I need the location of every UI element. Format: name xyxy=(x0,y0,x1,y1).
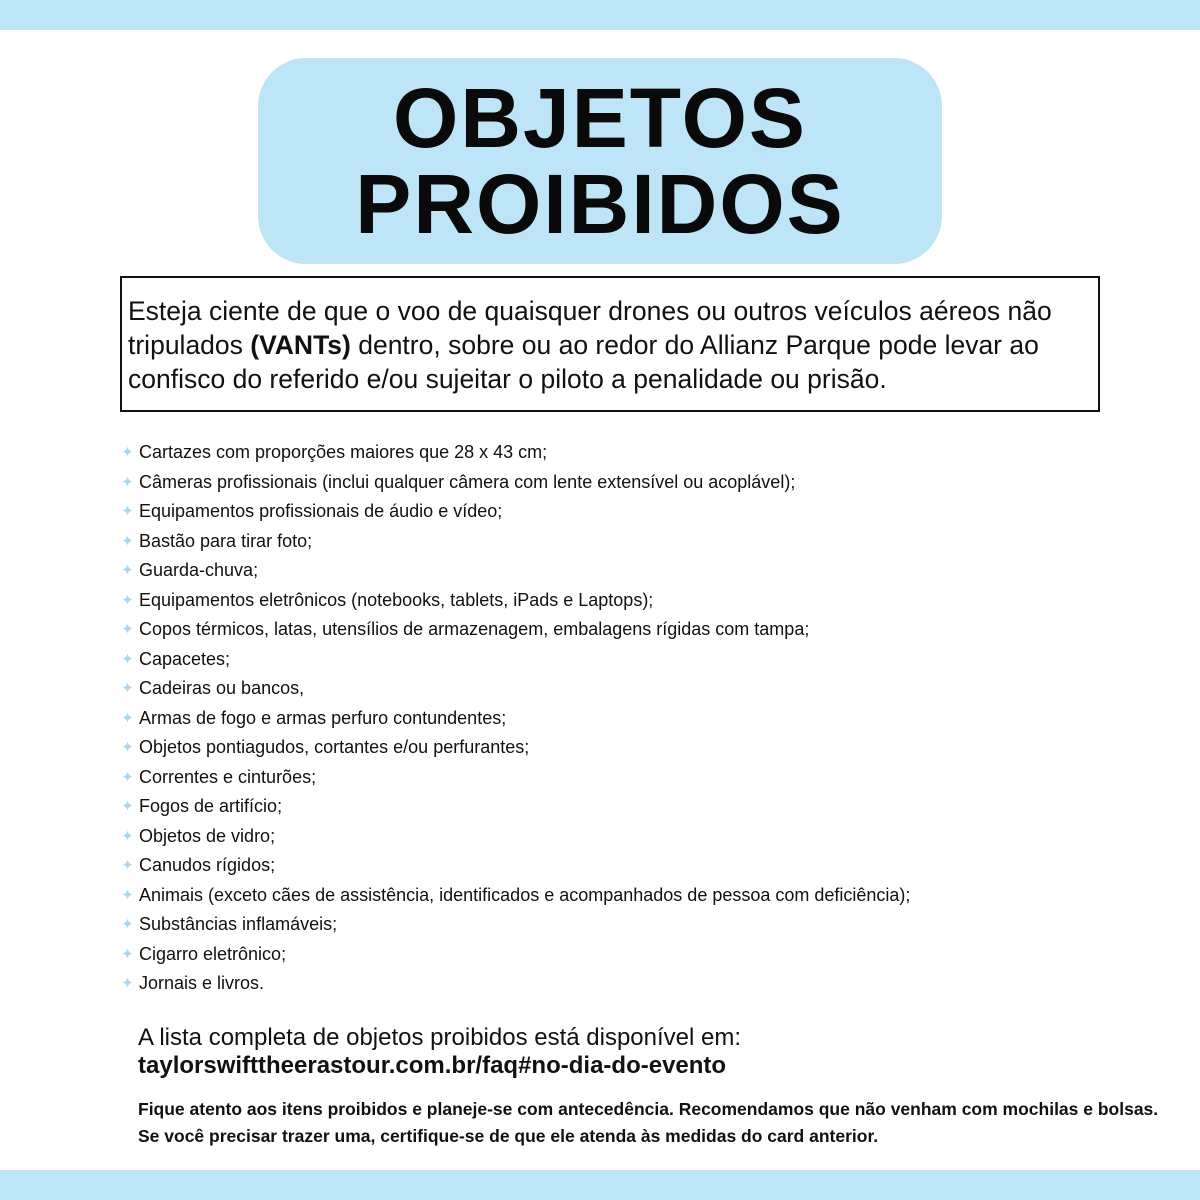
list-item-text: Equipamentos eletrônicos (notebooks, tablets, iPads e Laptops); xyxy=(139,589,654,610)
bottom-band xyxy=(0,1170,1200,1200)
sparkle-icon: ✦ xyxy=(121,827,134,845)
sparkle-icon: ✦ xyxy=(121,945,134,963)
list-item-text: Cigarro eletrônico; xyxy=(139,943,287,964)
notice-text-end: dentro, sobre ou ao redor do Allianz Parque pode levar ao confisco do referido e/ou sujeitar o piloto a penalidade ou prisão. xyxy=(128,330,1039,394)
sparkle-icon: ✦ xyxy=(121,650,134,668)
footer-info xyxy=(138,1024,1138,1080)
list-item xyxy=(120,763,1120,793)
sparkle-icon: ✦ xyxy=(121,857,134,874)
list-item xyxy=(120,910,1120,940)
list-item xyxy=(120,497,1120,527)
list-item-text: Canudos rígidos; xyxy=(139,855,276,875)
sparkle-icon: ✦ xyxy=(121,532,134,550)
list-item-text: Fogos de artifício; xyxy=(139,796,283,816)
list-item xyxy=(120,615,1120,645)
list-item-text: Bastão para tirar foto; xyxy=(139,530,313,551)
list-item xyxy=(120,822,1120,852)
list-item xyxy=(120,969,1120,999)
closing-note: Fique atento aos itens proibidos e planeje-se com antecedência. Recomendamos que não venham com mochilas e bolsas. Se você precisar trazer uma, certifique-se de que ele atenda às medidas do card anterior. xyxy=(138,1099,1159,1146)
list-item-text: Animais (exceto cães de assistência, identificados e acompanhados de pessoa com deficiência); xyxy=(139,884,911,905)
sparkle-icon: ✦ xyxy=(121,916,134,933)
list-item xyxy=(120,940,1120,970)
list-item xyxy=(120,645,1120,675)
list-item-text: Objetos pontiagudos, cortantes e/ou perfurantes; xyxy=(139,737,530,757)
top-band xyxy=(0,0,1200,30)
list-item-text: Cartazes com proporções maiores que 28 x 43 cm; xyxy=(139,442,548,462)
faq-link[interactable]: taylorswifttheerastour.com.br/faq#no-dia-do-evento xyxy=(138,1052,727,1079)
list-item-text: Cadeiras ou bancos, xyxy=(139,678,305,698)
list-item-text: Objetos de vidro; xyxy=(139,825,276,846)
list-item-text: Correntes e cinturões; xyxy=(139,766,317,787)
sparkle-icon: ✦ xyxy=(121,444,134,461)
list-item xyxy=(120,851,1120,881)
list-item xyxy=(120,438,1120,468)
list-item-text: Armas de fogo e armas perfuro contundentes; xyxy=(139,707,507,728)
sparkle-icon: ✦ xyxy=(121,503,134,520)
notice-text-start: Esteja ciente de que o voo de quaisquer drones ou outros veículos aéreos não tripulados xyxy=(128,296,1052,360)
list-item xyxy=(120,733,1120,763)
sparkle-icon: ✦ xyxy=(121,621,134,638)
sparkle-icon: ✦ xyxy=(121,591,134,609)
sparkle-icon: ✦ xyxy=(121,562,134,579)
drone-notice-box xyxy=(120,276,1100,412)
list-item xyxy=(120,527,1120,557)
list-item-text: Guarda-chuva; xyxy=(139,560,259,580)
list-item xyxy=(120,881,1120,911)
sparkle-icon: ✦ xyxy=(121,680,134,697)
sparkle-icon: ✦ xyxy=(121,768,134,786)
footer-lead-text: A lista completa de objetos proibidos está disponível em: xyxy=(138,1024,742,1051)
list-item xyxy=(120,468,1120,498)
list-item xyxy=(120,704,1120,734)
sparkle-icon: ✦ xyxy=(121,798,134,815)
list-item xyxy=(120,792,1120,822)
list-item-text: Copos térmicos, latas, utensílios de armazenagem, embalagens rígidas com tampa; xyxy=(139,619,810,639)
list-item-text: Câmeras profissionais (inclui qualquer câmera com lente extensível ou acoplável); xyxy=(139,471,796,492)
list-item xyxy=(120,586,1120,616)
sparkle-icon: ✦ xyxy=(121,739,134,756)
list-item-text: Jornais e livros. xyxy=(139,973,265,993)
prohibited-items-list xyxy=(120,438,1120,999)
title-line-1: OBJETOS xyxy=(393,71,807,165)
title-banner xyxy=(258,58,942,264)
sparkle-icon: ✦ xyxy=(121,975,134,992)
list-item-text: Capacetes; xyxy=(139,648,231,669)
title-line-2: PROIBIDOS xyxy=(355,157,845,251)
notice-bold-term: (VANTs) xyxy=(250,330,351,360)
sparkle-icon: ✦ xyxy=(121,473,134,491)
list-item-text: Substâncias inflamáveis; xyxy=(139,914,338,934)
list-item-text: Equipamentos profissionais de áudio e vídeo; xyxy=(139,501,503,521)
list-item xyxy=(120,556,1120,586)
list-item xyxy=(120,674,1120,704)
sparkle-icon: ✦ xyxy=(121,886,134,904)
sparkle-icon: ✦ xyxy=(121,709,134,727)
